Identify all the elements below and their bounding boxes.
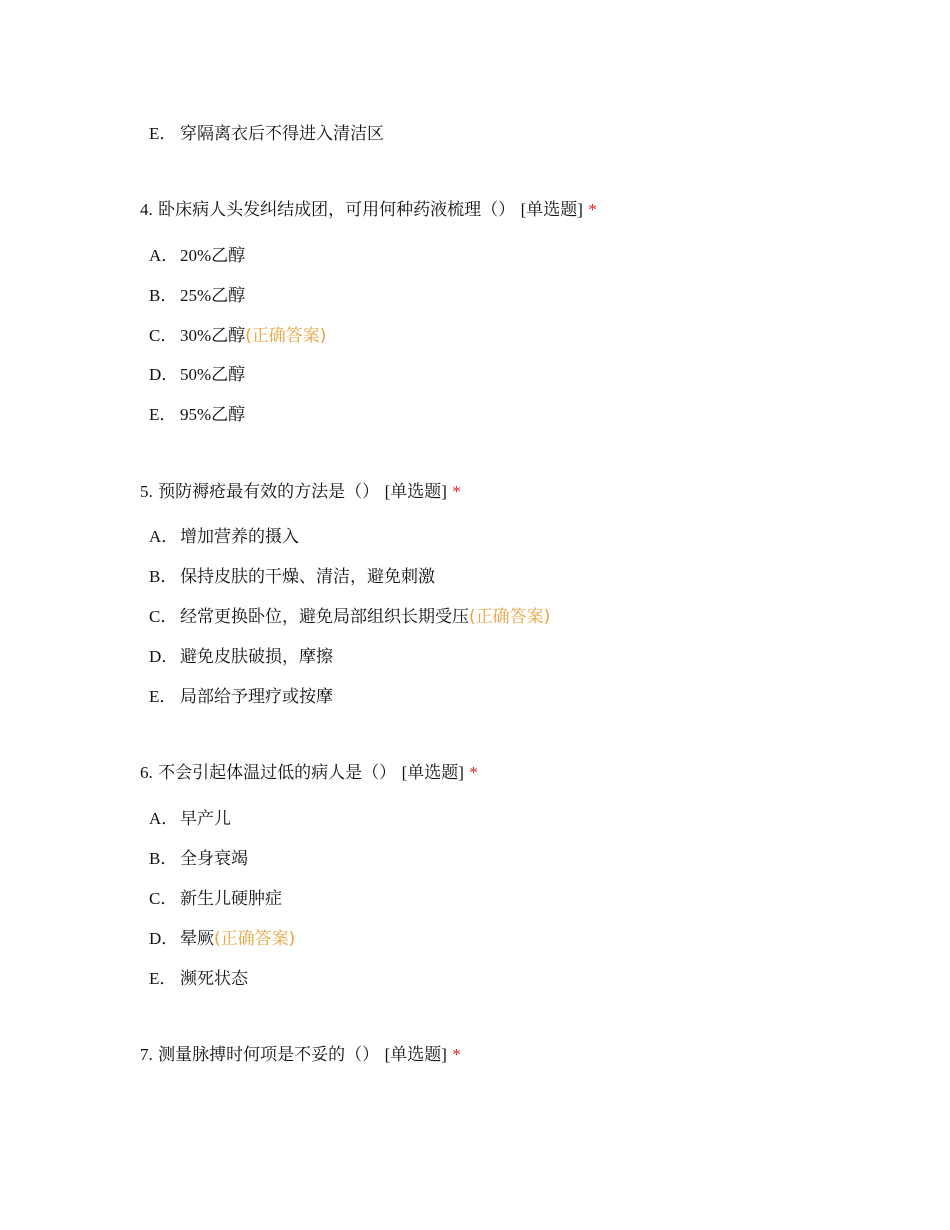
question-number: 4. [140,200,153,219]
option-item [149,928,295,950]
question-text: 卧床病人头发纠结成团，可用何种药液梳理（） [158,200,516,220]
question-text: 测量脉搏时何项是不妥的（） [158,1045,380,1065]
required-marker: * [588,200,597,219]
option-text: 新生儿硬肿症 [180,889,282,909]
question-5-title [140,481,461,503]
option-item [149,888,282,910]
option-text: 增加营养的摄入 [180,527,299,547]
option-text: 经常更换卧位，避免局部组织长期受压 [180,607,469,627]
option-letter: C． [149,889,178,908]
question-4-title [140,199,597,221]
correct-answer-tag: (正确答案) [245,326,327,346]
option-item [149,686,333,708]
option-item [149,566,435,588]
option-letter: E． [149,405,177,424]
option-item [149,123,384,145]
option-text: 晕厥 [180,929,214,949]
option-letter: A． [149,246,179,265]
option-text: 30%乙醇 [180,326,246,345]
option-letter: D． [149,365,179,384]
option-text: 95%乙醇 [180,405,246,424]
option-letter: C． [149,607,178,626]
question-type: [单选题] [401,763,464,782]
option-item [149,646,333,668]
option-letter: B． [149,286,178,305]
question-number: 5. [140,482,153,501]
option-item [149,285,245,307]
question-number: 6. [140,763,153,782]
question-type: [单选题] [520,200,583,219]
option-item [149,968,248,990]
question-type: [单选题] [384,1045,447,1064]
option-letter: D． [149,647,179,666]
option-item [149,364,245,386]
option-letter: D． [149,929,179,948]
option-item [149,245,245,267]
option-item [149,526,299,548]
required-marker: * [469,763,478,782]
option-letter: E． [149,124,177,143]
option-letter: A． [149,527,179,546]
option-text: 穿隔离衣后不得进入清洁区 [180,124,384,144]
correct-answer-tag: (正确答案) [214,929,296,949]
question-number: 7. [140,1045,153,1064]
question-text: 不会引起体温过低的病人是（） [158,763,397,783]
option-text: 全身衰竭 [180,849,248,869]
option-text: 避免皮肤破损，摩擦 [180,647,333,667]
option-item [149,325,326,347]
option-letter: C． [149,326,178,345]
question-6-title [140,762,478,784]
option-letter: E． [149,969,177,988]
option-text: 25%乙醇 [180,286,246,305]
question-type: [单选题] [384,482,447,501]
option-letter: B． [149,849,178,868]
option-letter: A． [149,809,179,828]
option-letter: E． [149,687,177,706]
option-item [149,848,248,870]
option-text: 濒死状态 [180,969,248,989]
correct-answer-tag: (正确答案) [469,607,551,627]
option-text: 20%乙醇 [180,246,246,265]
question-text: 预防褥疮最有效的方法是（） [158,482,380,502]
option-text: 保持皮肤的干燥、清洁，避免刺激 [180,567,435,587]
required-marker: * [452,1045,461,1064]
option-letter: B． [149,567,178,586]
option-text: 局部给予理疗或按摩 [180,687,333,707]
required-marker: * [452,482,461,501]
option-text: 早产儿 [180,809,231,829]
option-item [149,606,550,628]
option-text: 50%乙醇 [180,365,246,384]
question-7-title [140,1044,461,1066]
option-item [149,404,245,426]
option-item [149,808,231,830]
